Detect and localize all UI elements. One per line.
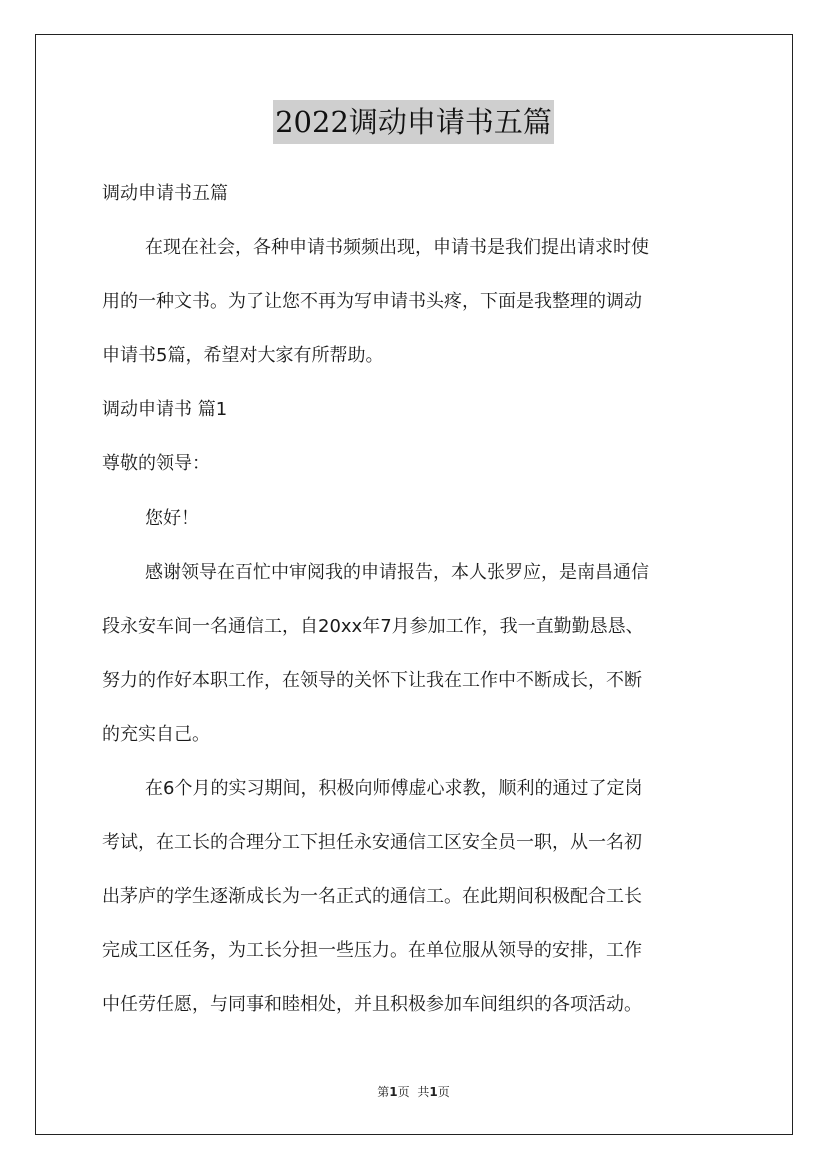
page-footer [0, 1083, 827, 1100]
total-pages: 1 [429, 1085, 438, 1099]
greeting: 您好！ [145, 508, 199, 529]
total-unit: 页 [437, 1085, 450, 1099]
paragraph2-line-5: 中任劳任愿，与同事和睦相处，并且积极参加车间组织的各项活动。 [102, 994, 642, 1015]
paragraph2-line-1: 在6个月的实习期间，积极向师傅虚心求教，顺利的通过了定岗 [145, 778, 643, 799]
intro-line-3: 申请书5篇，希望对大家有所帮助。 [102, 345, 384, 366]
document-title: 2022调动申请书五篇 [273, 100, 554, 144]
paragraph1-line-3: 努力的作好本职工作，在领导的关怀下让我在工作中不断成长，不断 [102, 670, 642, 691]
paragraph1-line-4: 的充实自己。 [102, 724, 210, 745]
section-heading: 调动申请书 篇1 [102, 399, 228, 420]
subtitle: 调动申请书五篇 [102, 183, 228, 204]
total-prefix: 共 [417, 1085, 430, 1099]
page-unit: 页 [397, 1085, 410, 1099]
salutation: 尊敬的领导： [102, 453, 210, 474]
paragraph2-line-2: 考试，在工长的合理分工下担任永安通信工区安全员一职，从一名初 [102, 832, 642, 853]
paragraph2-line-3: 出茅庐的学生逐渐成长为一名正式的通信工。在此期间积极配合工长 [102, 886, 642, 907]
intro-line-1: 在现在社会，各种申请书频频出现，申请书是我们提出请求时使 [145, 237, 649, 258]
paragraph2-line-4: 完成工区任务，为工长分担一些压力。在单位服从领导的安排，工作 [102, 940, 642, 961]
page-prefix: 第 [377, 1085, 390, 1099]
paragraph1-line-2: 段永安车间一名通信工，自20xx年7月参加工作，我一直勤勤恳恳、 [102, 616, 644, 637]
intro-line-2: 用的一种文书。为了让您不再为写申请书头疼，下面是我整理的调动 [102, 291, 642, 312]
paragraph1-line-1: 感谢领导在百忙中审阅我的申请报告，本人张罗应，是南昌通信 [145, 562, 649, 583]
title-container [0, 100, 827, 144]
page-number: 1 [389, 1085, 398, 1099]
